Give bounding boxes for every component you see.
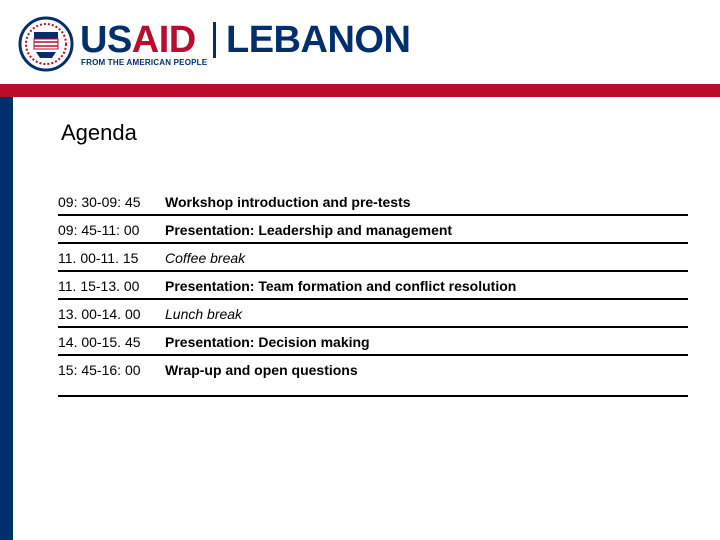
agenda-row (58, 328, 688, 356)
agenda-time: 11. 00-11. 15 (58, 250, 139, 266)
header-red-bar (0, 84, 720, 97)
agenda-time: 09: 45-11: 00 (58, 222, 140, 238)
agenda-row (58, 216, 688, 244)
agenda-item: Presentation: Leadership and management (165, 222, 453, 238)
agenda-row (58, 272, 688, 300)
agenda-item: Wrap-up and open questions (165, 362, 358, 378)
page-title: Agenda (61, 120, 137, 145)
logo-tagline: FROM THE AMERICAN PEOPLE (81, 58, 208, 67)
agenda-item: Presentation: Team formation and conflict resolution (165, 278, 517, 294)
usaid-seal-icon (16, 16, 76, 72)
agenda-time: 13. 00-14. 00 (58, 306, 141, 322)
agenda-row (58, 244, 688, 272)
logo-wordmark: USAID (80, 19, 196, 61)
agenda-item: Lunch break (165, 306, 243, 322)
agenda-item: Presentation: Decision making (165, 334, 370, 350)
agenda-row (58, 300, 688, 328)
agenda-time: 09: 30-09: 45 (58, 194, 141, 210)
agenda-time: 14. 00-15. 45 (58, 334, 141, 350)
left-blue-bar (0, 97, 13, 540)
slide-header (0, 0, 720, 84)
agenda-item: Coffee break (165, 250, 246, 266)
agenda-table (58, 188, 688, 397)
logo-country: LEBANON (226, 19, 411, 61)
agenda-time: 11. 15-13. 00 (58, 278, 140, 294)
agenda-row (58, 188, 688, 216)
agenda-item: Workshop introduction and pre-tests (165, 194, 411, 210)
logo-divider (213, 22, 216, 58)
agenda-time: 15: 45-16: 00 (58, 362, 141, 378)
agenda-row (58, 356, 688, 397)
